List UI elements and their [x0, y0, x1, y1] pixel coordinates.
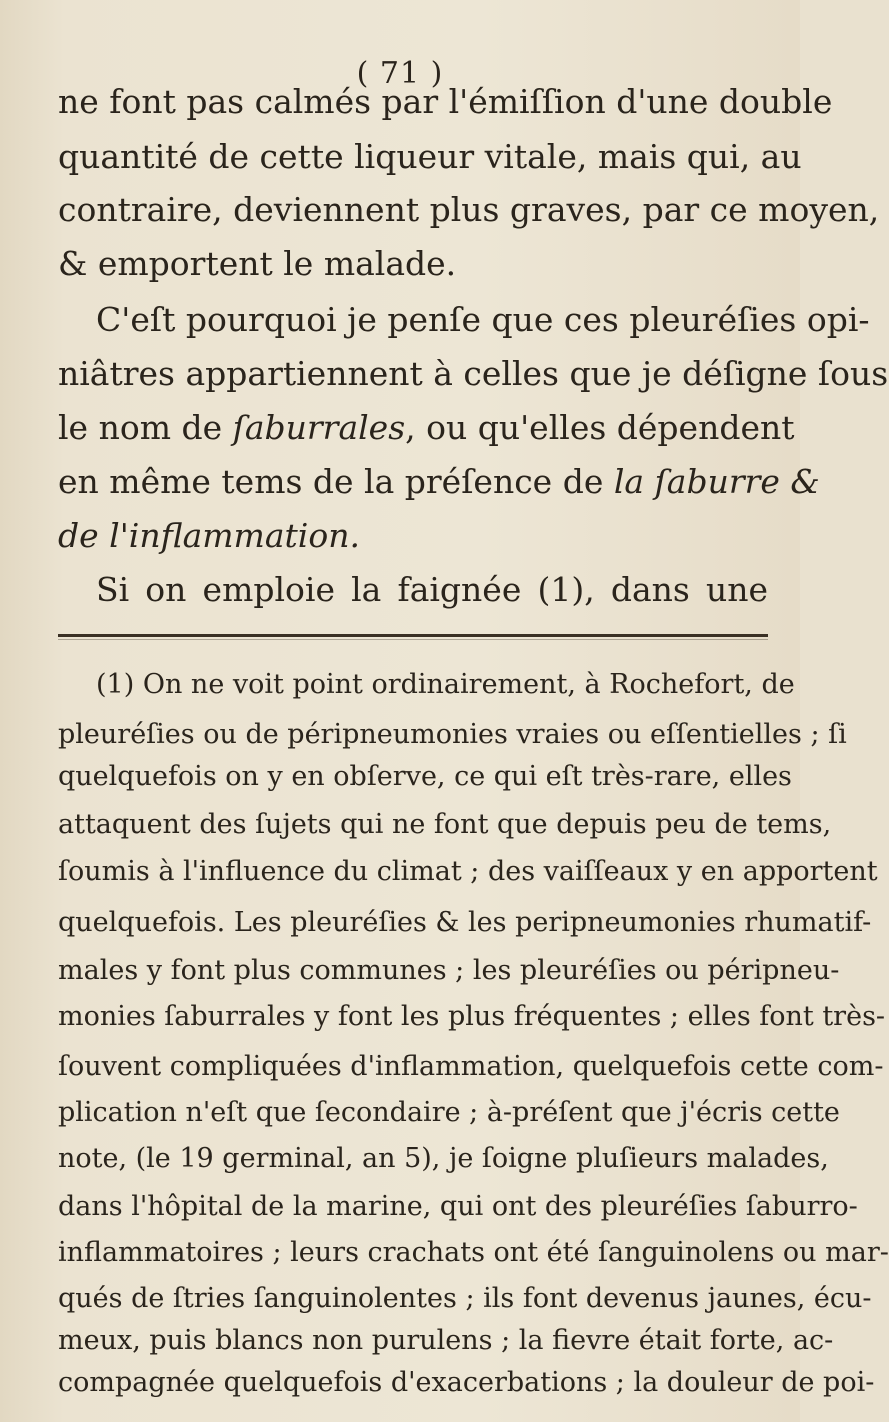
footnote-line-11: note, (le 19 germinal, an 5), je ſoigne pluſieurs malades,: [58, 1143, 829, 1174]
body-line-7-end: , ou qu'elles dépendent: [405, 408, 795, 447]
footnote-line-9: ſouvent compliquées d'inflammation, quelquefois cette com-: [58, 1051, 884, 1082]
body-line-6: niâtres appartiennent à celles que je déſigne ſous: [58, 354, 889, 393]
footnote-line-15: meux, puis blancs non purulens ; la fievre était forte, ac-: [58, 1325, 834, 1356]
body-line-8: [58, 462, 820, 502]
footnote-line-3: quelquefois on y en obſerve, ce qui eſt très-rare, elles: [58, 761, 792, 792]
footnote-line-13: inflammatoires ; leurs crachats ont été ſanguinolens ou mar-: [58, 1237, 889, 1268]
footnote-line-6: quelquefois. Les pleuréſies & les peripneumonies rhumatif-: [58, 907, 872, 938]
footnote-line-12: dans l'hôpital de la marine, qui ont des pleuréſies ſaburro-: [58, 1191, 858, 1222]
footnote-line-16: compagnée quelquefois d'exacerbations ; la douleur de poi-: [58, 1367, 875, 1398]
term-saburrales: ſaburrales: [232, 408, 406, 447]
footnote-line-10: plication n'eſt que ſecondaire ; à-préſent que j'écris cette: [58, 1097, 840, 1128]
footnote-line-14: qués de ſtries ſanguinolentes ; ils font devenus jaunes, écu-: [58, 1283, 872, 1314]
footnote-line-2: pleuréſies ou de péripneumonies vraies ou eſſentielles ; ſi: [58, 719, 847, 750]
body-line-2: quantité de cette liqueur vitale, mais qui, au: [58, 137, 802, 176]
body-line-9: [58, 516, 768, 556]
body-line-7-start: le nom de: [58, 408, 233, 447]
page-number: ( 71 ): [356, 56, 444, 91]
footnote-line-7: males y font plus communes ; les pleuréſies ou péripneu-: [58, 955, 840, 986]
footnote-line-1: (1) On ne voit point ordinairement, à Rochefort, de: [96, 669, 795, 700]
body-line-10: Si on emploie la faignée (1), dans une: [96, 570, 768, 609]
body-line-5: C'eſt pourquoi je penſe que ces pleuréſies opi-: [96, 300, 870, 339]
term-inflammation: de l'inflammation.: [58, 516, 360, 555]
footnote-divider: [58, 634, 768, 637]
footnote-line-8: monies ſaburrales y font les plus fréquentes ; elles font très-: [58, 1001, 886, 1032]
term-saburre: la ſaburre &: [613, 462, 820, 501]
body-line-4: & emportent le malade.: [58, 244, 457, 283]
body-line-1: ne font pas calmés par l'émiſſion d'une double: [58, 82, 833, 121]
body-line-8-start: en même tems de la préſence de: [58, 462, 614, 501]
footnote-line-4: attaquent des ſujets qui ne font que depuis peu de tems,: [58, 809, 832, 840]
footnote-line-5: ſoumis à l'influence du climat ; des vaiſſeaux y en apportent: [58, 856, 878, 887]
body-line-7: [58, 408, 795, 448]
body-line-3: contraire, deviennent plus graves, par ce moyen,: [58, 190, 880, 229]
